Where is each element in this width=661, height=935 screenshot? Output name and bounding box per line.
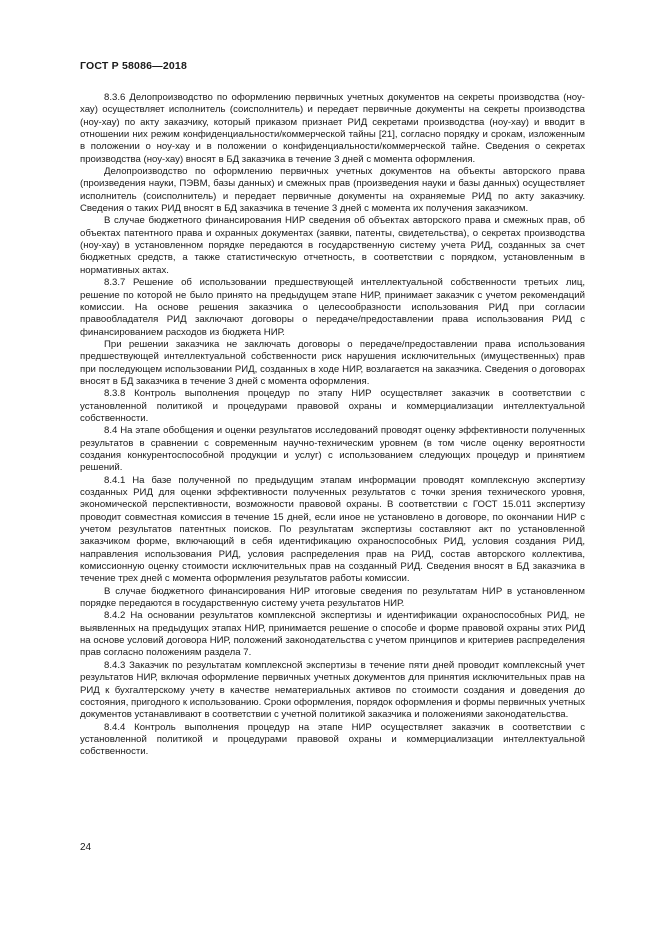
- paragraph-8-4-4: 8.4.4 Контроль выполнения процедур на этапе НИР осуществляет заказчик в соответствии с установленной политикой и процедурами правовой охраны и коммерциализации интеллектуальной собственности.: [80, 721, 585, 758]
- paragraph-budget-funding-rid: В случае бюджетного финансирования НИР сведения об объектах авторского права и смежных прав, об объектах патентного права и охранных документах (заявки, патенты, свидетельства), о секретах производства (ноу-хау) в установленном порядке передаются в государственную систему учета РИД, созданных за счет бюджетных средств, а также статистическую отчетность, в соответствии с порядком, установленным в нормативных актах.: [80, 215, 585, 276]
- page-header: ГОСТ Р 58086—2018: [80, 60, 188, 72]
- paragraph-8-4: 8.4 На этапе обобщения и оценки результатов исследований проводят оценку эффективности полученных результатов в сравнении с современным научно-техническим уровнем (в том числе оценку вероятности создания конкурентоспособной продукции и услуг) с использованием следующих процедур и принятием решений.: [80, 425, 585, 474]
- paragraph-copyright-records: Делопроизводство по оформлению первичных учетных документов на объекты авторского права (произведения науки, ПЭВМ, базы данных) и смежных прав (произведения науки и базы данных) осуществляет исполнитель (соисполнитель) и передает первичные документы на охраняемые РИД по акту заказчику. Сведения о таких РИД вносят в БД заказчика в течение 3 дней с момента их получения заказчиком.: [80, 166, 585, 215]
- paragraph-8-3-6: 8.3.6 Делопроизводство по оформлению первичных учетных документов на секреты производства (ноу-хау) осуществляет исполнитель (соисполнитель) и передает первичные документы на секреты производства (ноу-хау) по акту заказчику, который приказом признает РИД секретами производства (ноу-хау) и вводит в отношении них режим конфиденциальности/коммерческой тайны [21], согласно порядку и срокам, изложенным в положении о ноу-хау и в положении о конфиденциальности/коммерческой тайне. Сведения о секретах производства (ноу-хау) вносят в БД заказчика в течение 3 дней с момента оформления.: [80, 92, 585, 165]
- page-number: 24: [80, 842, 92, 853]
- paragraph-8-4-1: 8.4.1 На базе полученной по предыдущим этапам информации проводят комплексную экспертизу созданных РИД для оценки эффективности полученных результатов с точки зрения технического уровня, экономической перспективности, возможности правовой охраны. В соответствии с ГОСТ 15.011 экспертизу проводит совместная комиссия в течение 15 дней, если иное не установлено в договоре, по окончании НИР с учетом результатов патентных поисков. По результатам экспертизы составляют акт по установленной заказчиком форме, включающий в себя идентификацию охраноспособных РИД, условия создания РИД, направления использования РИД, условия распределения прав на РИД, состав авторского коллектива, комиссионную оценку стоимости исключительных прав на созданный РИД. Сведения вносят в БД заказчика в течение трех дней с момента оформления результатов работы комиссии.: [80, 474, 585, 585]
- document-body: [80, 92, 585, 759]
- paragraph-8-4-3: 8.4.3 Заказчик по результатам комплексной экспертизы в течение пяти дней проводит комплексный учет результатов НИР, включая оформление первичных учетных документов для принятия исключительных прав на РИД к бухгалтерскому учету в качестве нематериальных активов по стоимости создания и доведения до состояния, пригодного к использованию. Сроки оформления, порядок оформления и формы первичных учетных документов устанавливают в соответствии с учетной политикой заказчика и положениями законодательства.: [80, 659, 585, 721]
- paragraph-budget-funding-results: В случае бюджетного финансирования НИР итоговые сведения по результатам НИР в установленном порядке передаются в государственную систему учета результатов НИР.: [80, 585, 585, 610]
- paragraph-8-3-7: 8.3.7 Решение об использовании предшествующей интеллектуальной собственности третьих лиц, решение по которой не было принято на предыдущем этапе НИР, принимает заказчик с учетом рекомендаций комиссии. На основе решения заказчика о целесообразности использования РИД при согласии правообладателя РИД заключают договоры о передаче/предоставлении права использования РИД с финансированием расходов из бюджета НИР.: [80, 277, 585, 338]
- paragraph-8-3-8: 8.3.8 Контроль выполнения процедур по этапу НИР осуществляет заказчик в соответствии с установленной политикой и процедурами правовой охраны и коммерциализации интеллектуальной собственности.: [80, 388, 585, 424]
- paragraph-risk-infringement: При решении заказчика не заключать договоры о передаче/предоставлении права использования предшествующей интеллектуальной собственности риск нарушения исключительных (имущественных) прав при последующем использовании РИД, созданных в ходе НИР, возлагается на заказчика. Сведения о договорах вносят в БД заказчика в течение 3 дней с момента оформления.: [80, 338, 585, 387]
- paragraph-8-4-2: 8.4.2 На основании результатов комплексной экспертизы и идентификации охраноспособных РИД, не выявленных на предыдущих этапах НИР, принимается решение о способе и форме правовой охраны этих РИД на основе условий договора НИР, положений законодательства с учетом принципов и критериев распределения прав согласно положениям раздела 7.: [80, 610, 585, 659]
